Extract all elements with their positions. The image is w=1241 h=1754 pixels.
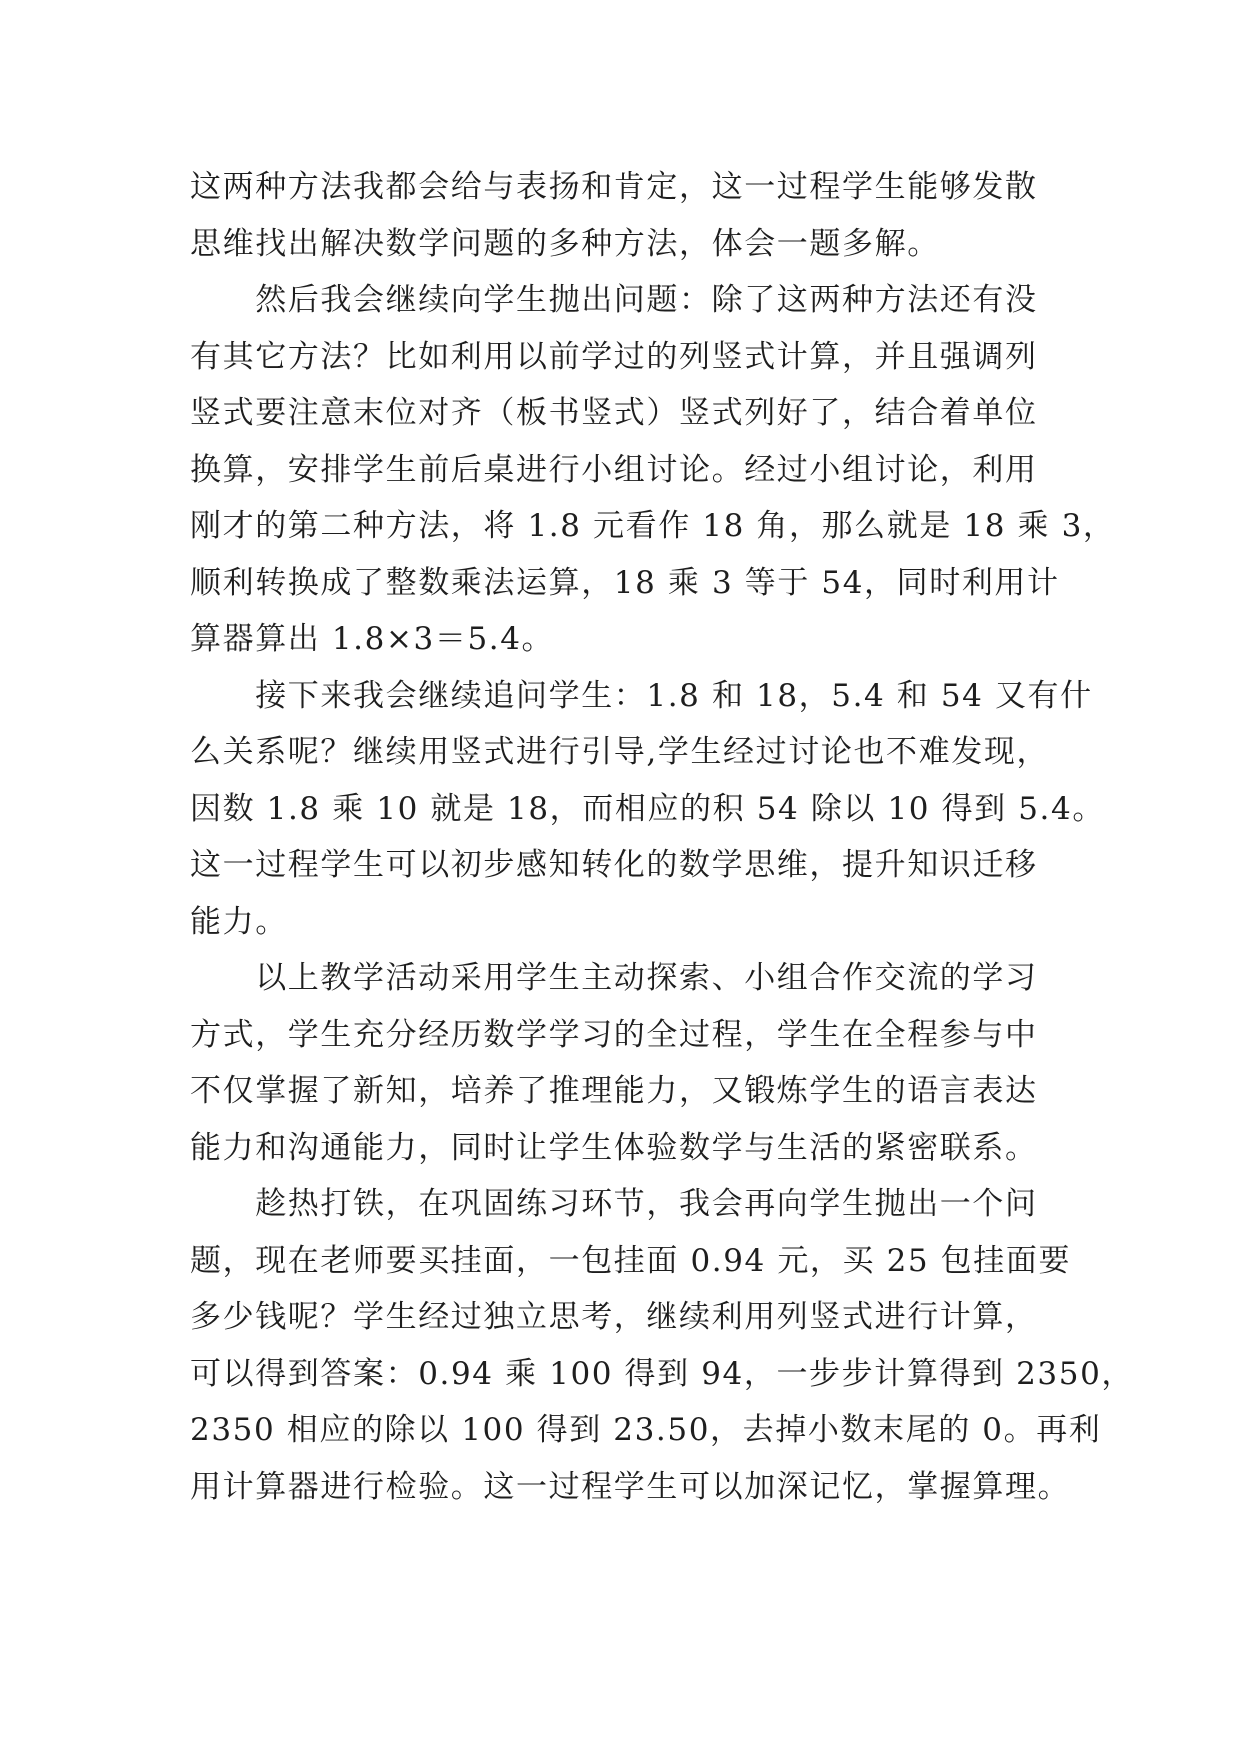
text-line: 这一过程学生可以初步感知转化的数学思维，提升知识迁移 bbox=[190, 847, 1038, 883]
text-line: 有其它方法？比如利用以前学过的列竖式计算，并且强调列 bbox=[190, 338, 1038, 375]
text-line: 算器算出 1.8×3＝5.4。 bbox=[190, 621, 555, 657]
text-line: 趁热打铁，在巩固练习环节，我会再向学生抛出一个问 bbox=[190, 1186, 1038, 1222]
text-line: 2350 相应的除以 100 得到 23.50，去掉小数末尾的 0。再利 bbox=[190, 1412, 1102, 1448]
text-line: 思维找出解决数学问题的多种方法，体会一题多解。 bbox=[190, 225, 940, 262]
text-line: 能力和沟通能力，同时让学生体验数学与生活的紧密联系。 bbox=[190, 1129, 1038, 1166]
text-line: 这两种方法我都会给与表扬和肯定，这一过程学生能够发散 bbox=[190, 169, 1038, 205]
text-line: 方式，学生充分经历数学学习的全过程，学生在全程参与中 bbox=[190, 1016, 1038, 1053]
text-line: 么关系呢？继续用竖式进行引导,学生经过讨论也不难发现， bbox=[190, 734, 1050, 770]
text-line: 以上教学活动采用学生主动探索、小组合作交流的学习 bbox=[190, 960, 1038, 996]
text-line: 接下来我会继续追问学生：1.8 和 18，5.4 和 54 又有什 bbox=[190, 677, 1093, 714]
text-line: 因数 1.8 乘 10 就是 18，而相应的积 54 除以 10 得到 5.4。 bbox=[190, 790, 1105, 827]
text-line: 然后我会继续向学生抛出问题：除了这两种方法还有没 bbox=[190, 282, 1038, 318]
text-line: 用计算器进行检验。这一过程学生可以加深记忆，掌握算理。 bbox=[190, 1468, 1071, 1505]
text-line: 多少钱呢？学生经过独立思考，继续利用列竖式进行计算， bbox=[190, 1299, 1038, 1335]
text-line: 竖式要注意末位对齐（板书竖式）竖式列好了，结合着单位 bbox=[190, 395, 1038, 431]
text-line: 刚才的第二种方法，将 1.8 元看作 18 角，那么就是 18 乘 3， bbox=[190, 508, 1116, 544]
text-line: 不仅掌握了新知，培养了推理能力，又锻炼学生的语言表达 bbox=[190, 1073, 1038, 1109]
body-text bbox=[190, 159, 1134, 1515]
text-line: 可以得到答案：0.94 乘 100 得到 94，一步步计算得到 2350， bbox=[190, 1355, 1134, 1392]
text-line: 换算，安排学生前后桌进行小组讨论。经过小组讨论，利用 bbox=[190, 451, 1038, 488]
text-line: 顺利转换成了整数乘法运算，18 乘 3 等于 54，同时利用计 bbox=[190, 564, 1060, 601]
text-line: 能力。 bbox=[190, 903, 288, 940]
text-line: 题，现在老师要买挂面，一包挂面 0.94 元，买 25 包挂面要 bbox=[190, 1242, 1072, 1279]
